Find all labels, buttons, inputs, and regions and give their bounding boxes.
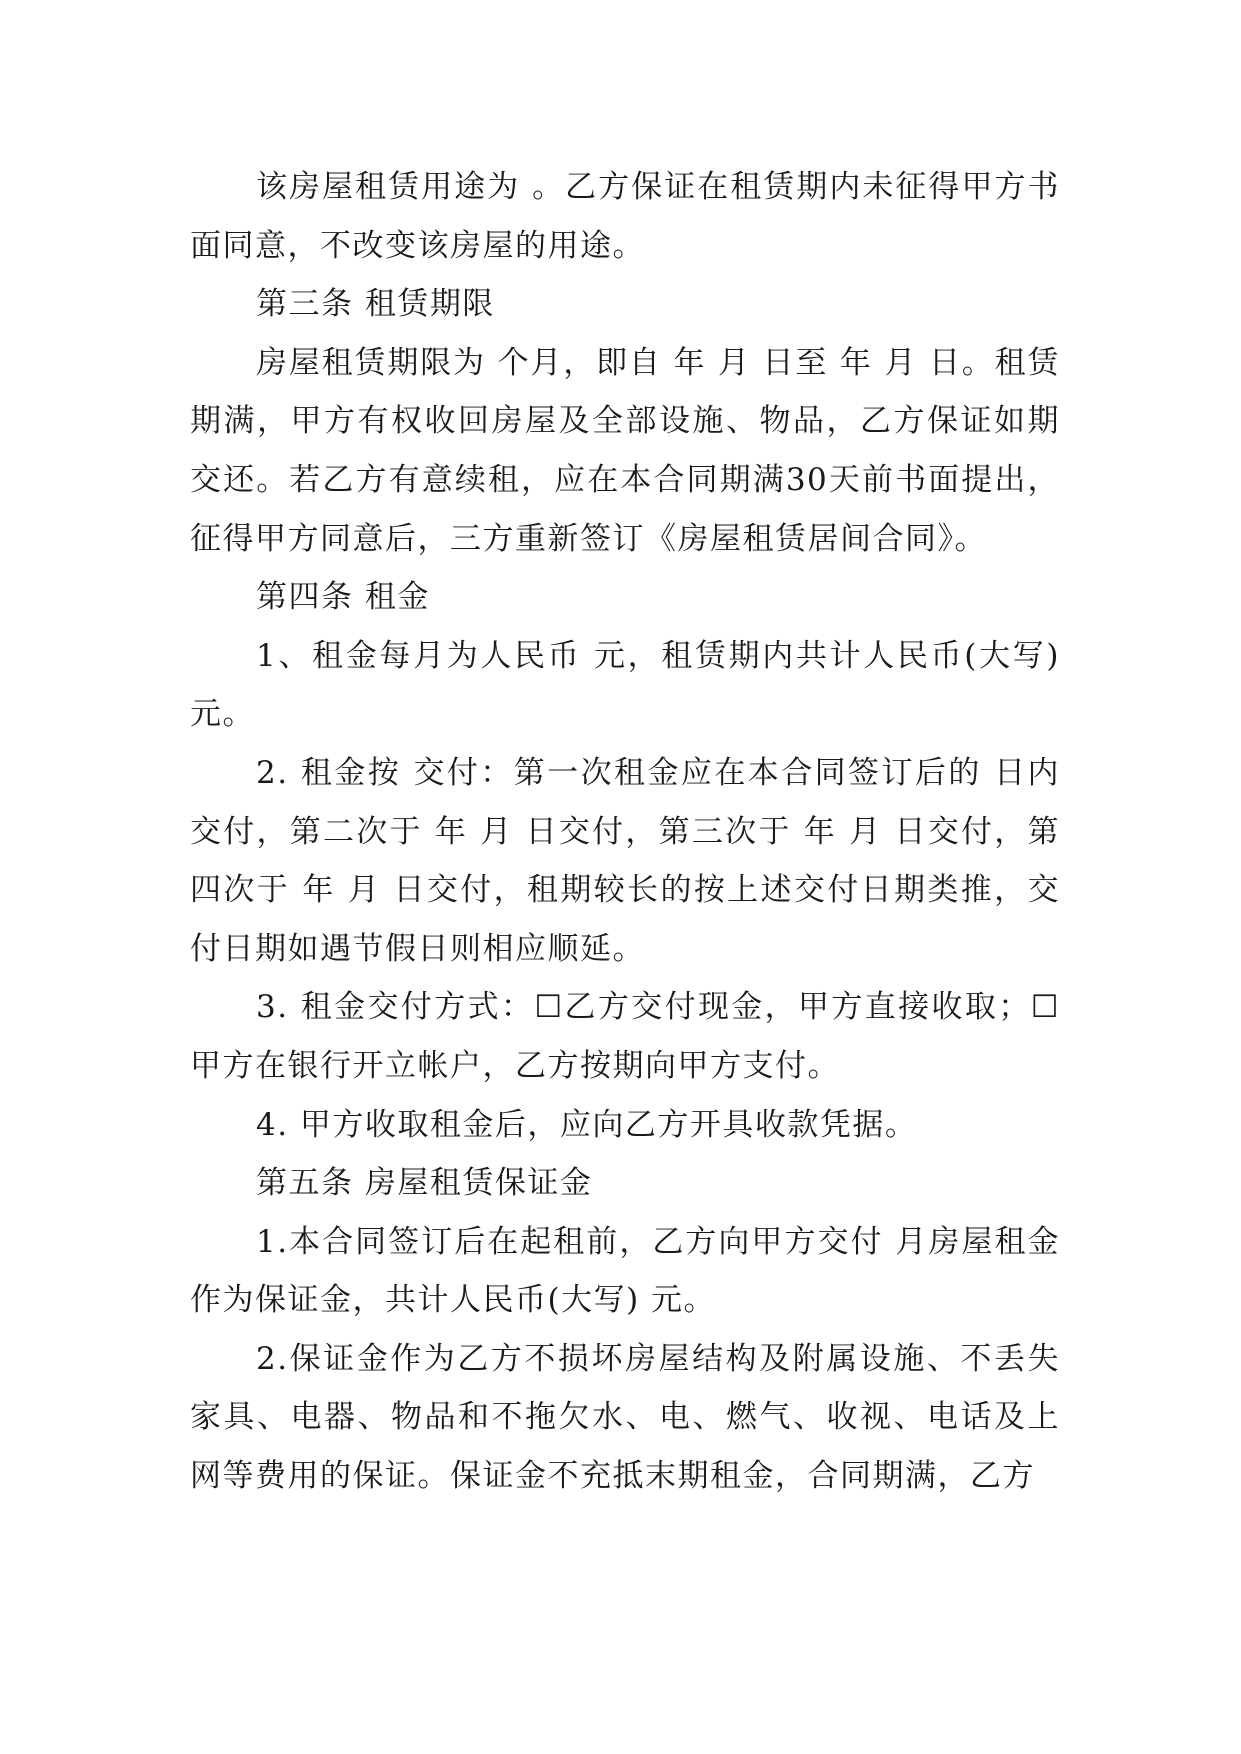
heading-article-3: 第三条 租赁期限 [256,286,495,323]
paragraph-rent-schedule: 2. 租金按 交付：第一次租金应在本合同签订后的 日内交付，第二次于 年 月 日交付，第三次于 年 月 日交付，第四次于 年 月 日交付，租期较长的按上述交付日期类推，交付日期如遇节假日则相应顺延。 [190,754,1060,967]
paragraph-rent-amount: 1、租金每月为人民币 元，租赁期内共计人民币(大写) 元。 [190,637,1060,733]
paragraph-deposit-amount: 1.本合同签订后在起租前，乙方向甲方交付 月房屋租金作为保证金，共计人民币(大写) 元。 [190,1223,1060,1319]
heading-article-4: 第四条 租金 [256,579,430,616]
document-body [190,158,1060,1506]
paragraph-lease-term: 房屋租赁期限为 个月，即自 年 月 日至 年 月 日。租赁期满，甲方有权收回房屋及全部设施、物品，乙方保证如期交还。若乙方有意续租，应在本合同期满30天前书面提出，征得甲方同意后，三方重新签订《房屋租赁居间合同》。 [190,344,1060,557]
paragraph-usage: 该房屋租赁用途为 。乙方保证在租赁期内未征得甲方书面同意，不改变该房屋的用途。 [190,169,1060,264]
paragraph-payment-method: 3. 租金交付方式：☐乙方交付现金，甲方直接收取；☐甲方在银行开立帐户，乙方按期向甲方支付。 [190,989,1060,1084]
paragraph-receipt: 4. 甲方收取租金后，应向乙方开具收款凭据。 [256,1106,918,1143]
heading-article-5: 第五条 房屋租赁保证金 [256,1165,593,1202]
paragraph-deposit-purpose: 2.保证金作为乙方不损坏房屋结构及附属设施、不丢失家具、电器、物品和不拖欠水、电、燃气、收视、电话及上网等费用的保证。保证金不充抵末期租金，合同期满，乙方 [190,1340,1060,1495]
